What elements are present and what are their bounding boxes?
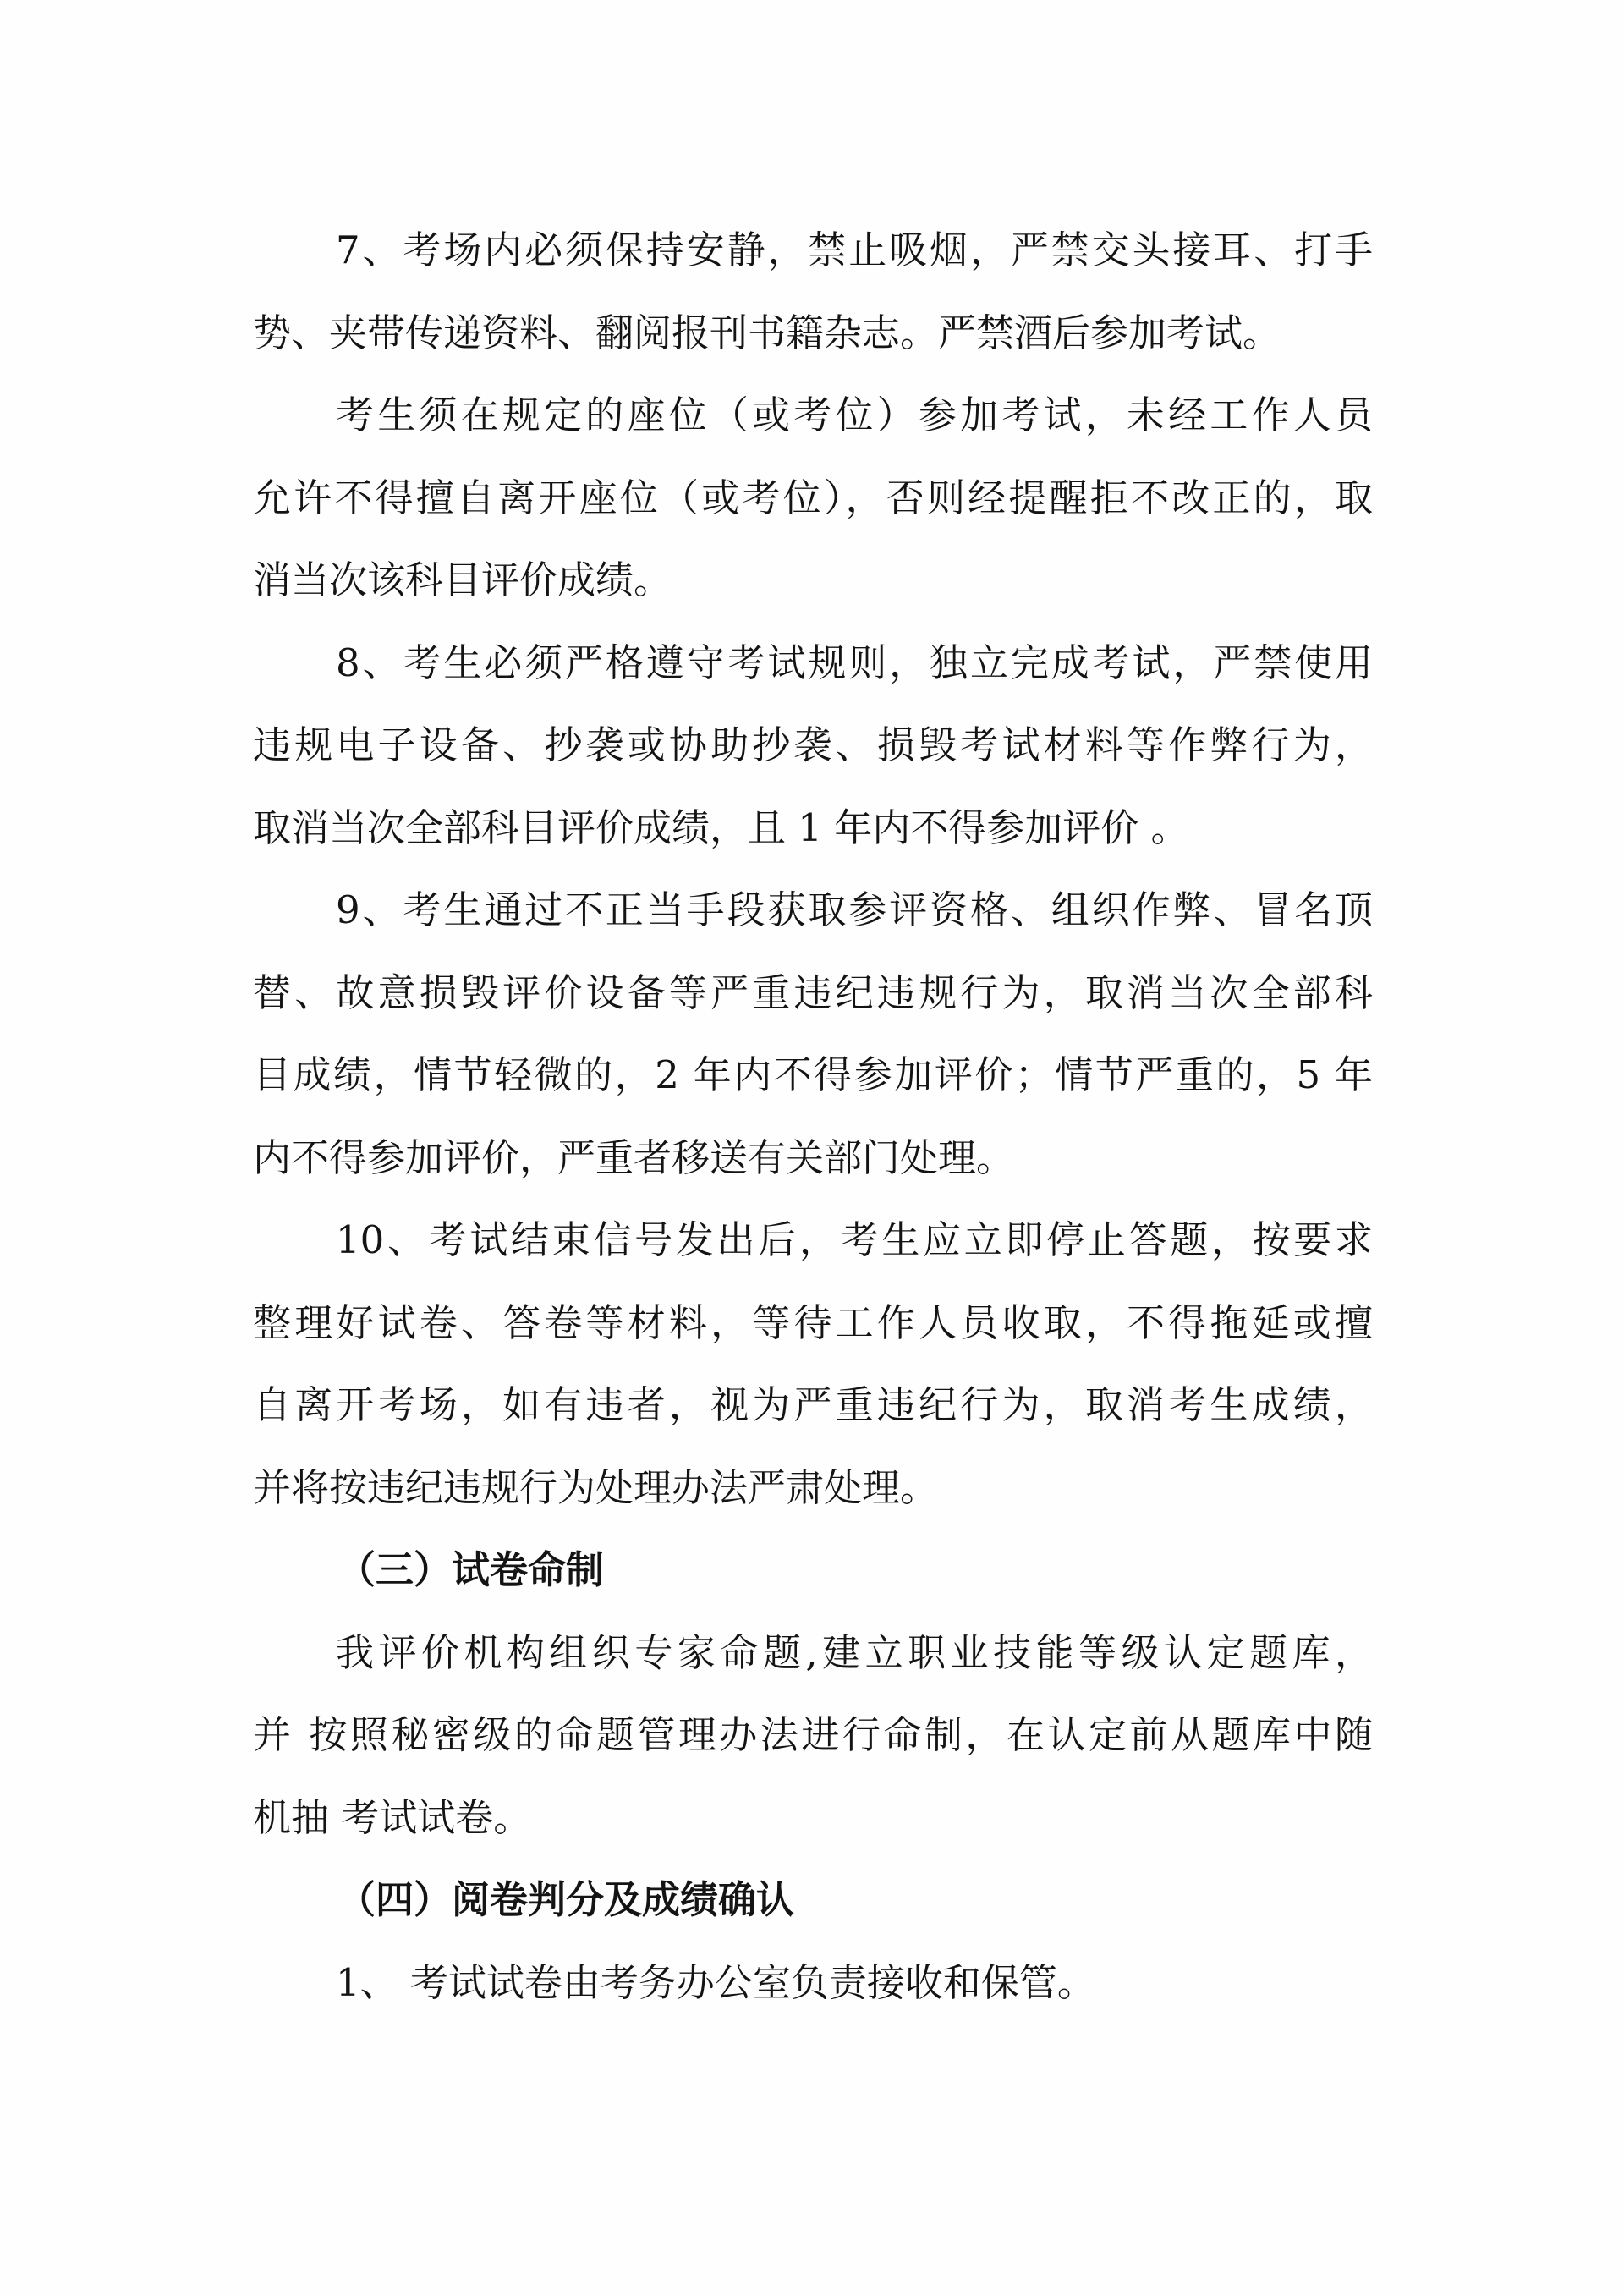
paragraph-line: 我评价机构组织专家命题,建立职业技能等级认定题库，	[336, 1629, 1373, 1675]
paragraph-line: 考生须在规定的座位（或考位）参加考试，未经工作人员	[336, 393, 1373, 437]
paragraph-line: 自离开考场，如有违者，视为严重违纪行为，取消考生成绩，	[253, 1382, 1373, 1427]
paragraph-line: 违规电子设备、抄袭或协助抄袭、损毁考试材料等作弊行为，	[253, 722, 1373, 767]
paragraph-line: 消当次该科目评价成绩。	[253, 558, 672, 602]
paragraph-line: 势、夹带传递资料、翻阅报刊书籍杂志。严禁酒后参加考试。	[253, 310, 1281, 355]
paragraph-line: 替、故意损毁评价设备等严重违纪违规行为，取消当次全部科	[253, 969, 1373, 1015]
paragraph-line: 并 按照秘密级的命题管理办法进行命制，在认定前从题库中随	[253, 1712, 1373, 1757]
paragraph-line: 9、考生通过不正当手段获取参评资格、组织作弊、冒名顶	[336, 887, 1373, 932]
paragraph-line: 1、 考试试卷由考务办公室负责接收和保管。	[336, 1959, 1095, 2005]
paragraph-line: 8、考生必须严格遵守考试规则，独立完成考试，严禁使用	[336, 640, 1373, 685]
paragraph-line: 机抽 考试试卷。	[253, 1794, 532, 1840]
paragraph-line: 并将按违纪违规行为处理办法严肃处理。	[253, 1464, 939, 1510]
section-heading: （三）试卷命制	[337, 1547, 605, 1592]
paragraph-line: 10、考试结束信号发出后，考生应立即停止答题，按要求	[336, 1217, 1373, 1262]
paragraph-line: 整理好试卷、答卷等材料，等待工作人员收取，不得拖延或擅	[253, 1299, 1373, 1345]
paragraph-line: 内不得参加评价，严重者移送有关部门处理。	[253, 1134, 1015, 1180]
body-text	[253, 209, 1373, 2024]
section-heading: （四）阅卷判分及成绩确认	[337, 1877, 795, 1922]
paragraph-line: 允许不得擅自离开座位（或考位），否则经提醒拒不改正的，取	[253, 475, 1373, 520]
paragraph-line: 7、考场内必须保持安静，禁止吸烟，严禁交头接耳、打手	[336, 228, 1373, 272]
paragraph-line: 目成绩，情节轻微的，2 年内不得参加评价；情节严重的，5 年	[253, 1052, 1373, 1097]
paragraph-line: 取消当次全部科目评价成绩，且 1 年内不得参加评价 。	[253, 805, 1189, 850]
